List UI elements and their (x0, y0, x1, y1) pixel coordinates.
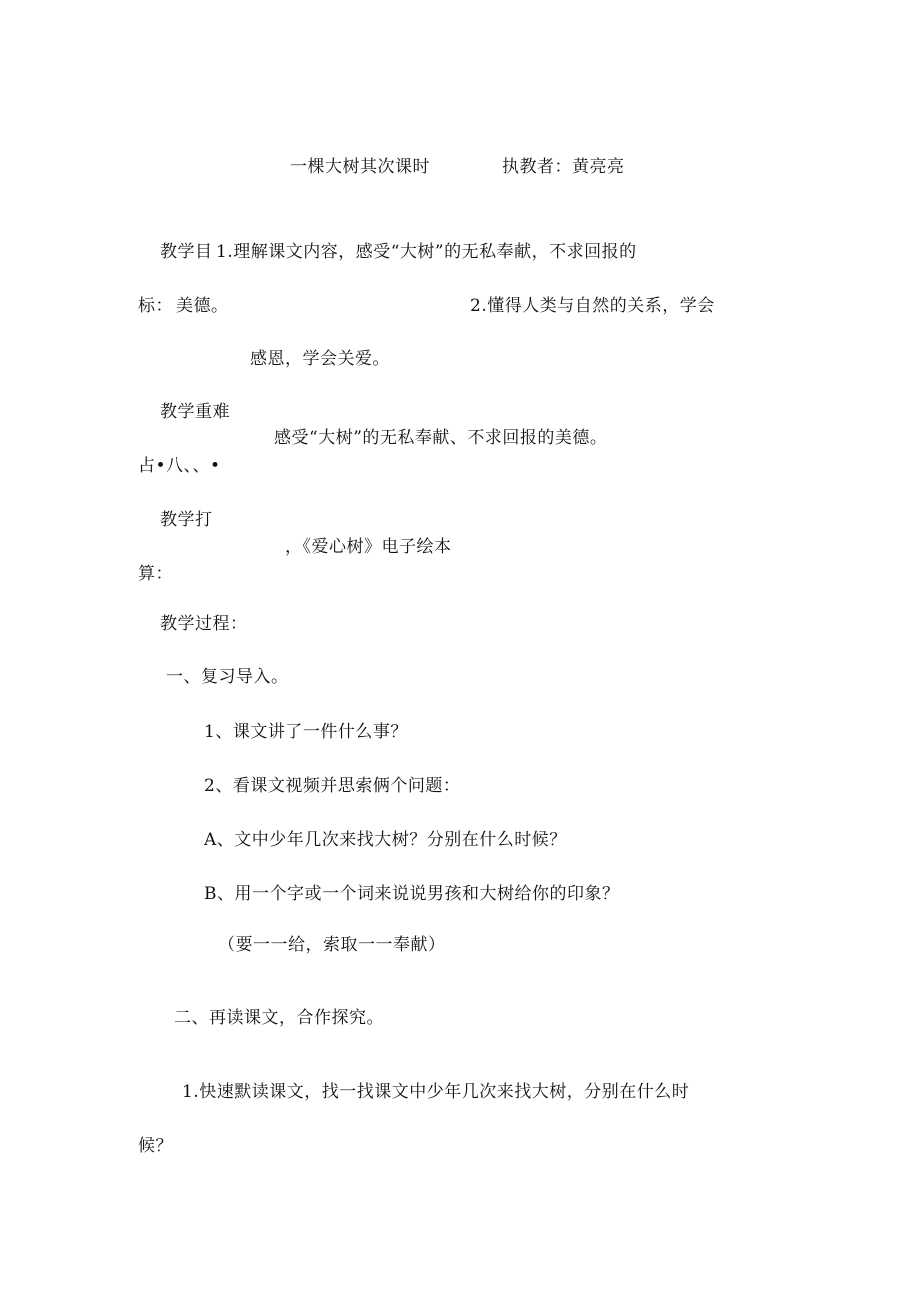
section-1-question-2: 2、看课文视频并思索俩个问题： (204, 776, 461, 796)
key-points-label-line2: 占•八、、• (138, 456, 221, 476)
key-points-content: 感受“大树”的无私奉献、不求回报的美德。 (274, 428, 608, 448)
section-1-note: （要一一给，索取一一奉献） (218, 935, 446, 955)
objective-2-line2: 感恩，学会关爱。 (250, 349, 390, 369)
objective-1-line1: 1.理解课文内容，感受“大树”的无私奉献，不求回报的 (216, 242, 637, 262)
section-2-heading: 二、再读课文，合作探究。 (174, 1008, 384, 1028)
process-label: 教学过程： (160, 614, 248, 634)
section-1-question-a: A、文中少年几次来找大树？分别在什么时候？ (204, 830, 567, 850)
objectives-label-line2: 标： (138, 296, 173, 316)
lesson-title: 一棵大树其次课时 (290, 157, 430, 177)
objectives-label-line1: 教学目 (160, 242, 213, 262)
section-2-item-1-line2: 候？ (138, 1136, 173, 1156)
objective-2-line1: 2.懂得人类与自然的关系，学会 (470, 296, 715, 316)
preparation-label-line2: 算： (138, 564, 173, 584)
preparation-content: ，《爱心树》电子绘本 (285, 537, 452, 557)
preparation-label-line1: 教学打 (160, 510, 213, 530)
key-points-label-line1: 教学重难 (160, 402, 230, 422)
section-2-item-1-line1: 1.快速默读课文，找一找课文中少年几次来找大树，分别在什么时 (182, 1082, 690, 1102)
section-1-heading: 一、复习导入。 (166, 667, 289, 687)
teacher-name: 执教者：黄亮亮 (502, 157, 625, 177)
section-1-question-1: 1、课文讲了一件什么事？ (204, 722, 408, 742)
objective-1-line2: 美德。 (176, 296, 229, 316)
section-1-question-b: B、用一个字或一个词来说说男孩和大树给你的印象？ (204, 884, 620, 904)
